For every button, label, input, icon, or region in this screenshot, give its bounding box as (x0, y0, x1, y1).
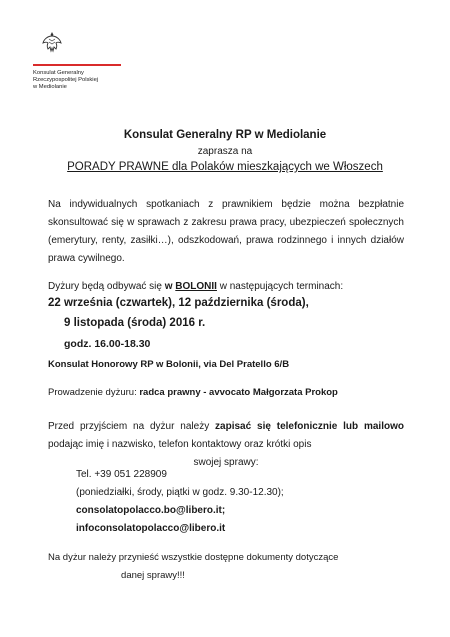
signup-paragraph (48, 418, 404, 472)
institution-line-2: Rzeczypospolitej Polskiej (33, 77, 99, 83)
lead-name: radca prawny - avvocato Małgorzata Prokop (139, 387, 338, 398)
letterhead-red-rule (33, 64, 121, 66)
hours: godz. 16.00-18.30 (64, 338, 151, 350)
phone-hours: (poniedziałki, środy, piątki w godz. 9.30-12.30); (76, 487, 284, 498)
document-subtitle: zaprasza na (197, 146, 253, 157)
heading-text: PORADY PRAWNE dla Polaków mieszkających we Włoszech (67, 161, 383, 173)
terms-line (48, 281, 343, 292)
closing-line-1: Na dyżur należy przynieść wszystkie dostępne dokumenty dotyczące (48, 552, 339, 563)
terms-prefix: Dyżury będą odbywać się (48, 281, 165, 292)
terms-suffix: w następujących terminach: (216, 281, 344, 292)
terms-w: w (164, 281, 176, 292)
intro-paragraph: Na indywidualnych spotkaniach z prawnikiem będzie można bezpłatnie skonsultować się w sprawach z zakresu prawa pracy, ubezpieczeń społecznych (emerytury, renty, zasiłki…), odszkodowań, prawa rodzinnego i innych działów prawa cywilnego. (48, 199, 404, 264)
dates-line-1: 22 września (czwartek), 12 października (środa), (48, 297, 309, 309)
email-1: consolatopolacco.bo@libero.it; (76, 505, 226, 516)
location: Konsulat Honorowy RP w Bolonii, via Del Pratello 6/B (48, 359, 290, 370)
document-title: Konsulat Generalny RP w Mediolanie (123, 129, 327, 141)
lead-line (48, 387, 338, 398)
email-2: infoconsolatopolacco@libero.it (76, 523, 226, 534)
signup-text-2: podając imię i nazwisko, telefon kontaktowy oraz krótki opis (48, 439, 312, 450)
white-eagle-emblem-icon (41, 30, 63, 54)
signup-text-1: Przed przyjściem na dyżur należy (48, 421, 216, 432)
closing-paragraph (48, 549, 408, 585)
lead-label: Prowadzenie dyżuru: (48, 387, 140, 398)
dates-line-2: 9 listopada (środa) 2016 r. (64, 317, 206, 329)
institution-line-3: w Mediolanie (33, 84, 67, 90)
signup-emphasis: zapisać się telefonicznie lub mailowo (215, 421, 404, 432)
institution-line-1: Konsulat Generalny (33, 70, 84, 76)
phone-number: Tel. +39 051 228909 (76, 469, 167, 480)
terms-city: BOLONII (175, 281, 217, 292)
contact-list (76, 466, 284, 538)
signup-text-3: swojej sprawy: (193, 457, 259, 468)
closing-line-2: danej sprawy!!! (121, 570, 185, 581)
institution-name (33, 70, 98, 91)
document-heading (0, 161, 450, 173)
letterhead (33, 30, 63, 54)
